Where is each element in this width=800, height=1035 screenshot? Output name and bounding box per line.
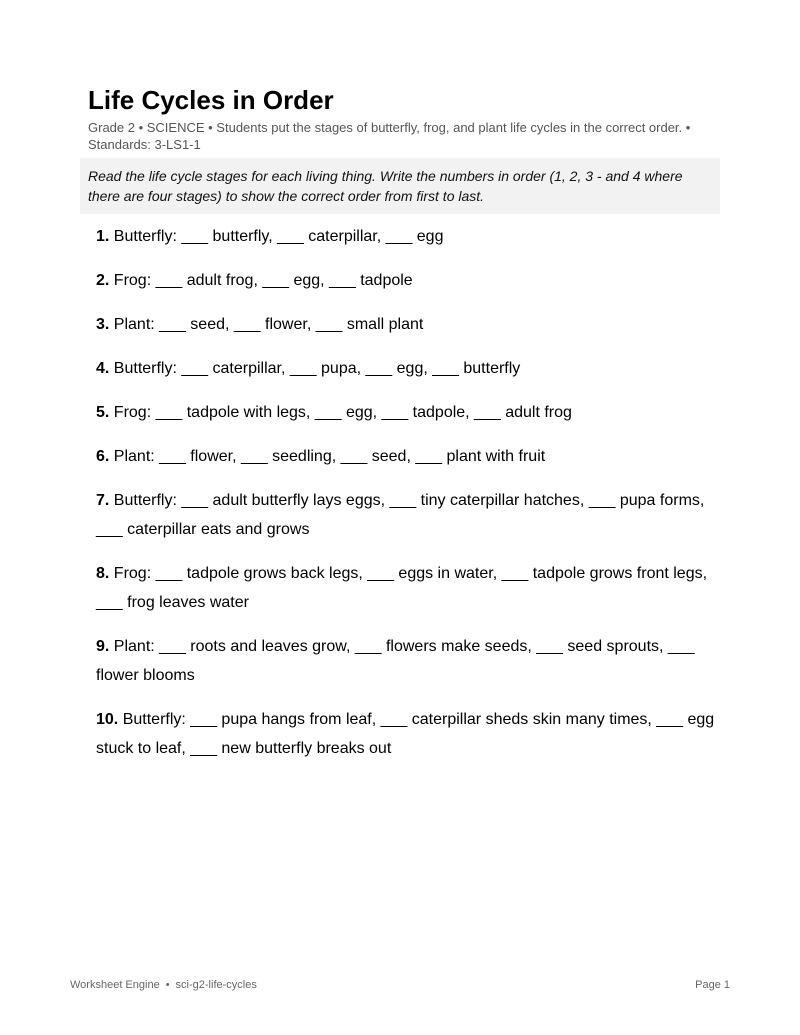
question-text: Plant: ___ seed, ___ flower, ___ small plant [113, 316, 424, 333]
question-number: 4. [96, 360, 110, 377]
question-item [96, 486, 716, 544]
question-number: 6. [96, 448, 110, 465]
question-list [96, 222, 716, 778]
question-text: Butterfly: ___ pupa hangs from leaf, ___ caterpillar sheds skin many times, ___ egg stuck to leaf, ___ new butterfly breaks out [96, 711, 715, 757]
question-number: 8. [96, 565, 110, 582]
question-item [96, 222, 716, 251]
footer-source [70, 978, 257, 992]
question-item [96, 398, 716, 427]
question-text: Frog: ___ tadpole grows back legs, ___ eggs in water, ___ tadpole grows front legs, ___ frog leaves water [96, 565, 708, 611]
question-text: Frog: ___ adult frog, ___ egg, ___ tadpole [113, 272, 413, 289]
question-text: Plant: ___ roots and leaves grow, ___ flowers make seeds, ___ seed sprouts, ___ flower blooms [96, 638, 695, 684]
instructions-box: Read the life cycle stages for each living thing. Write the numbers in order (1, 2, 3 - and 4 where there are four stages) to show the correct order from first to last. [80, 158, 720, 214]
page-number: Page 1 [695, 979, 730, 991]
question-item [96, 354, 716, 383]
footer-worksheet-id: sci-g2-life-cycles [175, 979, 257, 991]
question-number: 7. [96, 492, 110, 509]
footer-separator: • [165, 979, 170, 991]
page-title: Life Cycles in Order [88, 85, 334, 115]
question-item [96, 266, 716, 295]
question-item [96, 559, 716, 617]
question-item [96, 310, 716, 339]
footer-engine: Worksheet Engine [70, 979, 160, 991]
worksheet-meta: Grade 2 • SCIENCE • Students put the stages of butterfly, frog, and plant life cycles in the correct order. • Standards: 3-LS1-1 [88, 120, 691, 152]
question-text: Butterfly: ___ caterpillar, ___ pupa, ___ egg, ___ butterfly [113, 360, 521, 377]
question-item [96, 632, 716, 690]
question-number: 10. [96, 711, 119, 728]
question-text: Plant: ___ flower, ___ seedling, ___ seed, ___ plant with fruit [113, 448, 546, 465]
question-text: Frog: ___ tadpole with legs, ___ egg, ___ tadpole, ___ adult frog [113, 404, 572, 421]
question-number: 5. [96, 404, 110, 421]
question-item [96, 442, 716, 471]
question-text: Butterfly: ___ butterfly, ___ caterpillar, ___ egg [113, 228, 444, 245]
question-number: 3. [96, 316, 110, 333]
question-item [96, 705, 716, 763]
question-number: 2. [96, 272, 110, 289]
question-number: 9. [96, 638, 110, 655]
question-number: 1. [96, 228, 110, 245]
question-text: Butterfly: ___ adult butterfly lays eggs, ___ tiny caterpillar hatches, ___ pupa forms, ___ caterpillar eats and grows [96, 492, 705, 538]
